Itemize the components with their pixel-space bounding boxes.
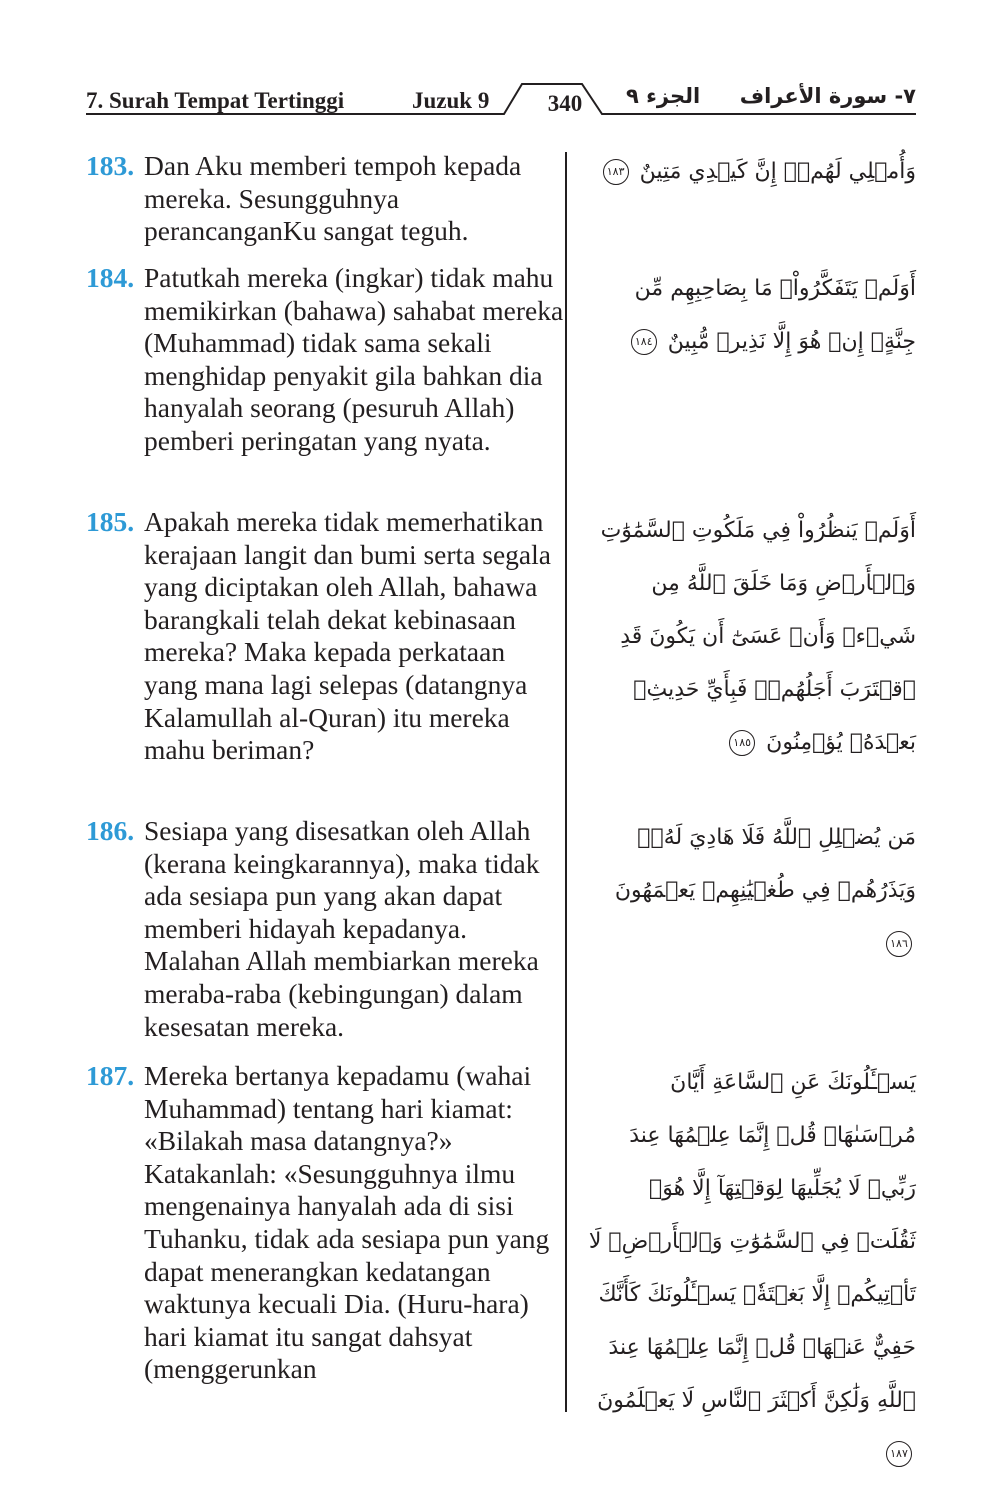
verse-translation-186 — [86, 815, 564, 1043]
page-number: 340 — [547, 91, 583, 116]
translation-text: Dan Aku memberi tempoh kepada mereka. Sesungguhnya perancanganKu sangat teguh. — [144, 150, 522, 247]
arabic-text: وَأُمۡلِي لَهُمۡۚ إِنَّ كَيۡدِي مَتِينٌ — [639, 159, 916, 184]
juzuk-label: Juzuk 9 — [412, 88, 490, 113]
juz-arabic-label: الجزء ٩ — [626, 84, 701, 108]
surah-arabic-title: ٧- سورة الأعراف — [739, 84, 916, 108]
verse-translation-185 — [86, 506, 564, 767]
column-divider — [565, 152, 567, 1412]
translation-text: Apakah mereka tidak memerhatikan kerajaan langit dan bumi serta segala yang diciptakan oleh Allah, bahawa barangkali telah dekat kebinasaan mereka? Maka kepada perkataan yang mana lagi selepas (datangnya Kalamullah al-Quran) itu mereka mahu beriman? — [144, 506, 551, 766]
arabic-text: أَوَلَمۡ يَنظُرُواْ فِي مَلَكُوتِ ٱلسَّمَٰوَٰتِ وَٱلۡأَرۡضِ وَمَا خَلَقَ ٱللَّهُ مِن شَيۡءٖ وَأَنۡ عَسَىٰٓ أَن يَكُونَ قَدِ ٱقۡتَرَبَ أَجَلُهُمۡۖ فَبِأَيِّ حَدِيثِۭ بَعۡدَهُۥ يُؤۡمِنُونَ — [600, 518, 916, 755]
verse-number: 184. — [86, 262, 135, 293]
ayah-end-marker: ١٨٦ — [886, 931, 912, 957]
surah-title: 7. Surah Tempat Tertinggi — [86, 88, 345, 113]
verse-number: 183. — [86, 150, 135, 181]
verse-number: 186. — [86, 815, 135, 846]
ayah-end-marker: ١٨٣ — [603, 159, 629, 185]
translation-text: Mereka bertanya kepadamu (wahai Muhammad) tentang hari kiamat: «Bilakah masa datangnya?» Katakanlah: «Sesungguhnya ilmu mengenainya hanyalah ada di sisi Tuhanku, tidak ada sesiapa pun yang dapat menerangkan kedatangan waktunya kecuali Dia. (Huru-hara) hari kiamat itu sangat dahsyat (menggerunkan — [144, 1060, 550, 1385]
arabic-text: يَسۡـَٔلُونَكَ عَنِ ٱلسَّاعَةِ أَيَّانَ مُرۡسَىٰهَاۖ قُلۡ إِنَّمَا عِلۡمُهَا عِندَ رَبِّيۖ لَا يُجَلِّيهَا لِوَقۡتِهَآ إِلَّا هُوَۚ ثَقُلَتۡ فِي ٱلسَّمَٰوَٰتِ وَٱلۡأَرۡضِۚ لَا تَأۡتِيكُمۡ إِلَّا بَغۡتَةٗۗ يَسۡـَٔلُونَكَ كَأَنَّكَ حَفِيٌّ عَنۡهَاۖ قُلۡ إِنَّمَا عِلۡمُهَا عِندَ ٱللَّهِ وَلَٰكِنَّ أَكۡثَرَ ٱلنَّاسِ لَا يَعۡلَمُونَ — [588, 1070, 916, 1413]
ayah-end-marker: ١٨٤ — [631, 329, 657, 355]
translation-text: Patutkah mereka (ingkar) tidak mahu memikirkan (bahawa) sahabat mereka (Muhammad) tidak sama sekali menghidap penyakit gila bahkan dia hanyalah seorang (pesuruh Allah) pemberi peringatan yang nyata. — [144, 262, 564, 456]
page-header — [86, 82, 916, 122]
ayah-end-marker: ١٨٧ — [886, 1441, 912, 1467]
verse-number: 187. — [86, 1060, 135, 1091]
verse-arabic-185 — [586, 504, 916, 769]
verse-arabic-183 — [586, 145, 916, 198]
arabic-text: مَن يُضۡلِلِ ٱللَّهُ فَلَا هَادِيَ لَهُۥۚ وَيَذَرُهُمۡ فِي طُغۡيَٰنِهِمۡ يَعۡمَهُونَ — [614, 825, 916, 903]
verse-number: 185. — [86, 506, 135, 537]
ayah-end-marker: ١٨٥ — [729, 730, 755, 756]
verse-arabic-186 — [586, 811, 916, 970]
verse-translation-184 — [86, 262, 564, 458]
verse-arabic-184 — [586, 262, 916, 368]
verse-arabic-187 — [586, 1056, 916, 1480]
verse-translation-187 — [86, 1060, 564, 1386]
verse-translation-183 — [86, 150, 564, 248]
translation-text: Sesiapa yang disesatkan oleh Allah (kerana keingkarannya), maka tidak ada sesiapa pun yang akan dapat memberi hidayah kepadanya. Malahan Allah membiarkan mereka meraba-raba (kebingungan) dalam kesesatan mereka. — [144, 815, 540, 1042]
arabic-text: أَوَلَمۡ يَتَفَكَّرُواْۗ مَا بِصَاحِبِهِم مِّن جِنَّةٍۚ إِنۡ هُوَ إِلَّا نَذِيرٞ مُّبِينٌ — [634, 276, 916, 354]
